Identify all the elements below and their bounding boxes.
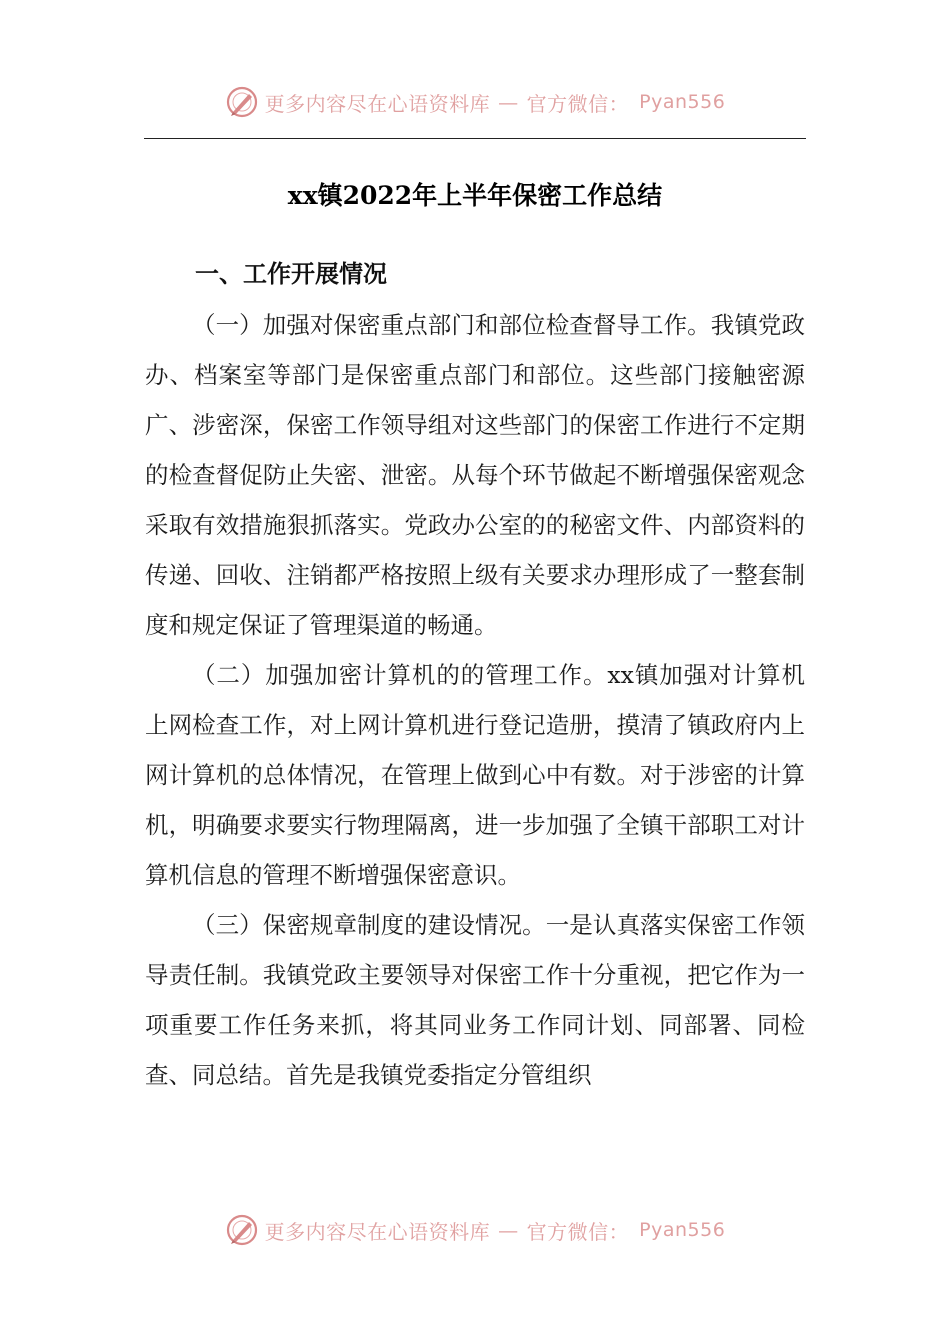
document-body	[145, 300, 805, 1100]
watermark-wechat-id: Pyan556	[639, 1219, 726, 1241]
footer-watermark	[0, 1210, 950, 1250]
watermark-text: 更多内容尽在心语资料库	[264, 1219, 491, 1244]
watermark-text: 更多内容尽在心语资料库	[264, 91, 491, 116]
section-heading: 一、工作开展情况	[195, 260, 387, 288]
header-divider	[144, 138, 806, 139]
watermark-separator: —	[498, 1218, 519, 1242]
document-title: xx镇2022年上半年保密工作总结	[287, 181, 663, 210]
paragraph-1: （一）加强对保密重点部门和部位检查督导工作。我镇党政办、档案室等部门是保密重点部门和部位。这些部门接触密源广、涉密深，保密工作领导组对这些部门的保密工作进行不定期的检查督促防止失密、泄密。从每个环节做起不断增强保密观念采取有效措施狠抓落实。党政办公室的的秘密文件、内部资料的传递、回收、注销都严格按照上级有关要求办理形成了一整套制度和规定保证了管理渠道的畅通。	[145, 311, 805, 639]
watermark-label: 官方微信：	[526, 1219, 630, 1244]
paragraph-3: （三）保密规章制度的建设情况。一是认真落实保密工作领导责任制。我镇党政主要领导对保密工作十分重视，把它作为一项重要工作任务来抓，将其同业务工作同计划、同部署、同检查、同总结。首先是我镇党委指定分管组织	[145, 911, 805, 1089]
watermark-label: 官方微信：	[526, 91, 630, 116]
pen-logo-icon	[225, 1213, 259, 1247]
pen-logo-icon	[225, 85, 259, 119]
watermark-separator: —	[498, 90, 519, 114]
header-watermark	[0, 82, 950, 122]
watermark-wechat-id: Pyan556	[639, 91, 726, 113]
paragraph-2: （二）加强加密计算机的的管理工作。xx镇加强对计算机上网检查工作，对上网计算机进行登记造册，摸清了镇政府内上网计算机的总体情况，在管理上做到心中有数。对于涉密的计算机，明确要求要实行物理隔离，进一步加强了全镇干部职工对计算机信息的管理不断增强保密意识。	[145, 661, 805, 889]
